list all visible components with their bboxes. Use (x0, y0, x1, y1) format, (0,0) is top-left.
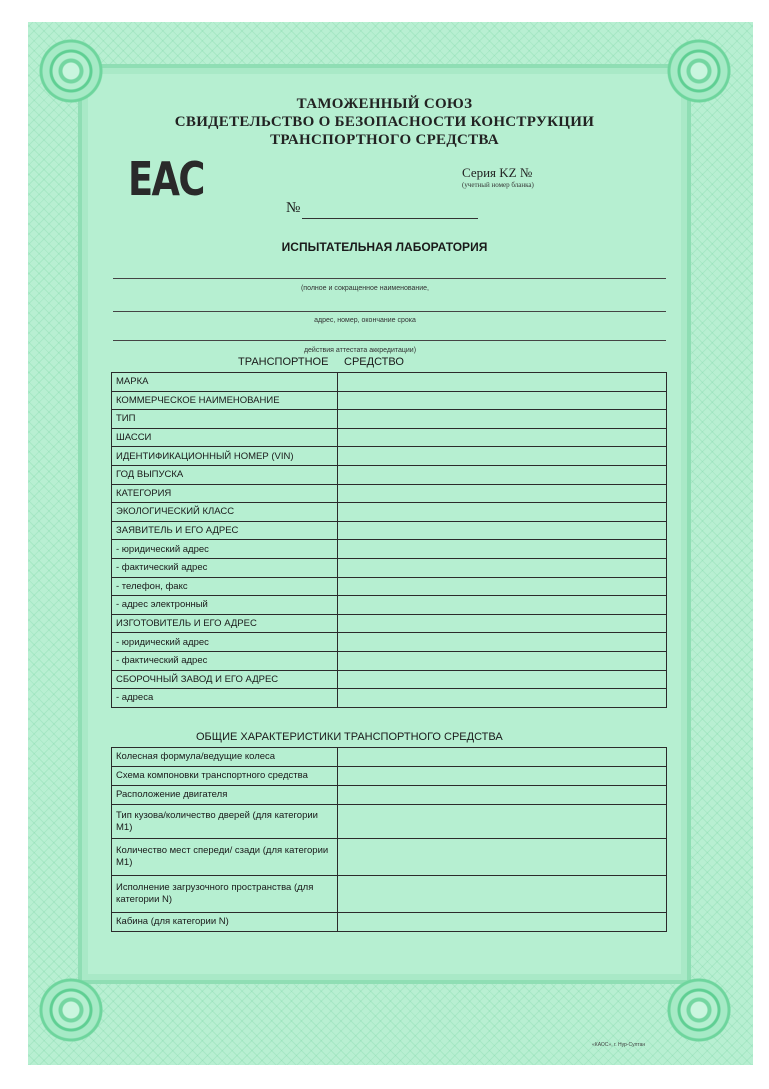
row-label: СБОРОЧНЫЙ ЗАВОД И ЕГО АДРЕС (112, 670, 338, 689)
row-value-field[interactable] (338, 540, 667, 559)
table-row (112, 913, 667, 932)
series-note: (учетный номер бланка) (462, 181, 534, 189)
row-value-field[interactable] (338, 651, 667, 670)
row-value-field[interactable] (338, 410, 667, 429)
table-row (112, 689, 667, 708)
row-value-field[interactable] (338, 577, 667, 596)
rosette-ornament (664, 975, 734, 1045)
row-label: ЭКОЛОГИЧЕСКИЙ КЛАСС (112, 503, 338, 522)
table-row (112, 465, 667, 484)
table-row (112, 484, 667, 503)
lab-title: ИСПЫТАТЕЛЬНАЯ ЛАБОРАТОРИЯ (281, 240, 488, 254)
row-label: Тип кузова/количество дверей (для категории М1) (112, 805, 338, 839)
table-row (112, 447, 667, 466)
row-value-field[interactable] (338, 839, 667, 876)
lab-note-3: действия аттестата аккредитации) (303, 347, 417, 354)
eac-logo: EAC (128, 152, 204, 206)
row-value-field[interactable] (338, 558, 667, 577)
row-value-field[interactable] (338, 447, 667, 466)
row-label: Количество мест спереди/ сзади (для категории М1) (112, 839, 338, 876)
row-value-field[interactable] (338, 767, 667, 786)
row-label: - юридический адрес (112, 633, 338, 652)
row-value-field[interactable] (338, 484, 667, 503)
row-label: Колесная формула/ведущие колеса (112, 748, 338, 767)
lab-note-1: (полное и сокращенное наименование, (300, 285, 430, 292)
section2-heading-left: ОБЩИЕ ХАРАКТЕРИСТИКИ (196, 731, 342, 743)
number-field-line[interactable] (302, 218, 478, 219)
row-label: МАРКА (112, 373, 338, 392)
row-value-field[interactable] (338, 373, 667, 392)
row-label: ГОД ВЫПУСКА (112, 465, 338, 484)
lab-accreditation-line[interactable] (113, 340, 666, 341)
row-label: Исполнение загрузочного пространства (для категории N) (112, 876, 338, 913)
table-row (112, 503, 667, 522)
table-row (112, 614, 667, 633)
row-label: - юридический адрес (112, 540, 338, 559)
table-row (112, 670, 667, 689)
row-value-field[interactable] (338, 786, 667, 805)
row-label: ИЗГОТОВИТЕЛЬ И ЕГО АДРЕС (112, 614, 338, 633)
row-value-field[interactable] (338, 465, 667, 484)
lab-note-2: адрес, номер, окончание срока (314, 317, 416, 324)
table-row (112, 651, 667, 670)
row-value-field[interactable] (338, 503, 667, 522)
table-row (112, 786, 667, 805)
row-value-field[interactable] (338, 805, 667, 839)
table-row (112, 767, 667, 786)
table-row (112, 391, 667, 410)
row-label: КОММЕРЧЕСКОЕ НАИМЕНОВАНИЕ (112, 391, 338, 410)
table-row (112, 839, 667, 876)
table-row (112, 521, 667, 540)
table-row (112, 410, 667, 429)
table-row (112, 577, 667, 596)
row-value-field[interactable] (338, 596, 667, 615)
row-label: ЗАЯВИТЕЛЬ И ЕГО АДРЕС (112, 521, 338, 540)
table-row (112, 373, 667, 392)
series-label: Серия KZ № (462, 165, 533, 180)
row-label: КАТЕГОРИЯ (112, 484, 338, 503)
row-value-field[interactable] (338, 876, 667, 913)
row-label: ШАССИ (112, 428, 338, 447)
section1-heading-left: ТРАНСПОРТНОЕ (238, 356, 329, 368)
row-label: ТИП (112, 410, 338, 429)
header-union: ТАМОЖЕННЫЙ СОЮЗ (296, 96, 473, 112)
rosette-ornament (36, 975, 106, 1045)
header-vehicle: ТРАНСПОРТНОГО СРЕДСТВА (270, 132, 499, 148)
table-row (112, 428, 667, 447)
table-row (112, 596, 667, 615)
row-value-field[interactable] (338, 670, 667, 689)
lab-name-line[interactable] (113, 278, 666, 279)
table-row (112, 633, 667, 652)
section2-heading-right: ТРАНСПОРТНОГО СРЕДСТВА (344, 731, 503, 743)
row-label: Расположение двигателя (112, 786, 338, 805)
row-label: Кабина (для категории N) (112, 913, 338, 932)
vehicle-table (111, 372, 667, 708)
row-value-field[interactable] (338, 428, 667, 447)
lab-address-line[interactable] (113, 311, 666, 312)
section1-heading-right: СРЕДСТВО (344, 356, 404, 368)
characteristics-table (111, 747, 667, 932)
row-value-field[interactable] (338, 913, 667, 932)
row-label: - фактический адрес (112, 651, 338, 670)
header-certificate: СВИДЕТЕЛЬСТВО О БЕЗОПАСНОСТИ КОНСТРУКЦИИ (174, 114, 595, 130)
printer-footer: «КАОС», г. Нур-Султан (592, 1042, 646, 1048)
row-label: - фактический адрес (112, 558, 338, 577)
row-label: - адреса (112, 689, 338, 708)
row-value-field[interactable] (338, 748, 667, 767)
row-label: ИДЕНТИФИКАЦИОННЫЙ НОМЕР (VIN) (112, 447, 338, 466)
row-label: - адрес электронный (112, 596, 338, 615)
row-value-field[interactable] (338, 521, 667, 540)
number-label: № (286, 200, 301, 216)
row-value-field[interactable] (338, 614, 667, 633)
row-label: - телефон, факс (112, 577, 338, 596)
row-label: Схема компоновки транспортного средства (112, 767, 338, 786)
row-value-field[interactable] (338, 633, 667, 652)
row-value-field[interactable] (338, 689, 667, 708)
table-row (112, 540, 667, 559)
table-row (112, 748, 667, 767)
table-row (112, 876, 667, 913)
table-row (112, 805, 667, 839)
row-value-field[interactable] (338, 391, 667, 410)
table-row (112, 558, 667, 577)
